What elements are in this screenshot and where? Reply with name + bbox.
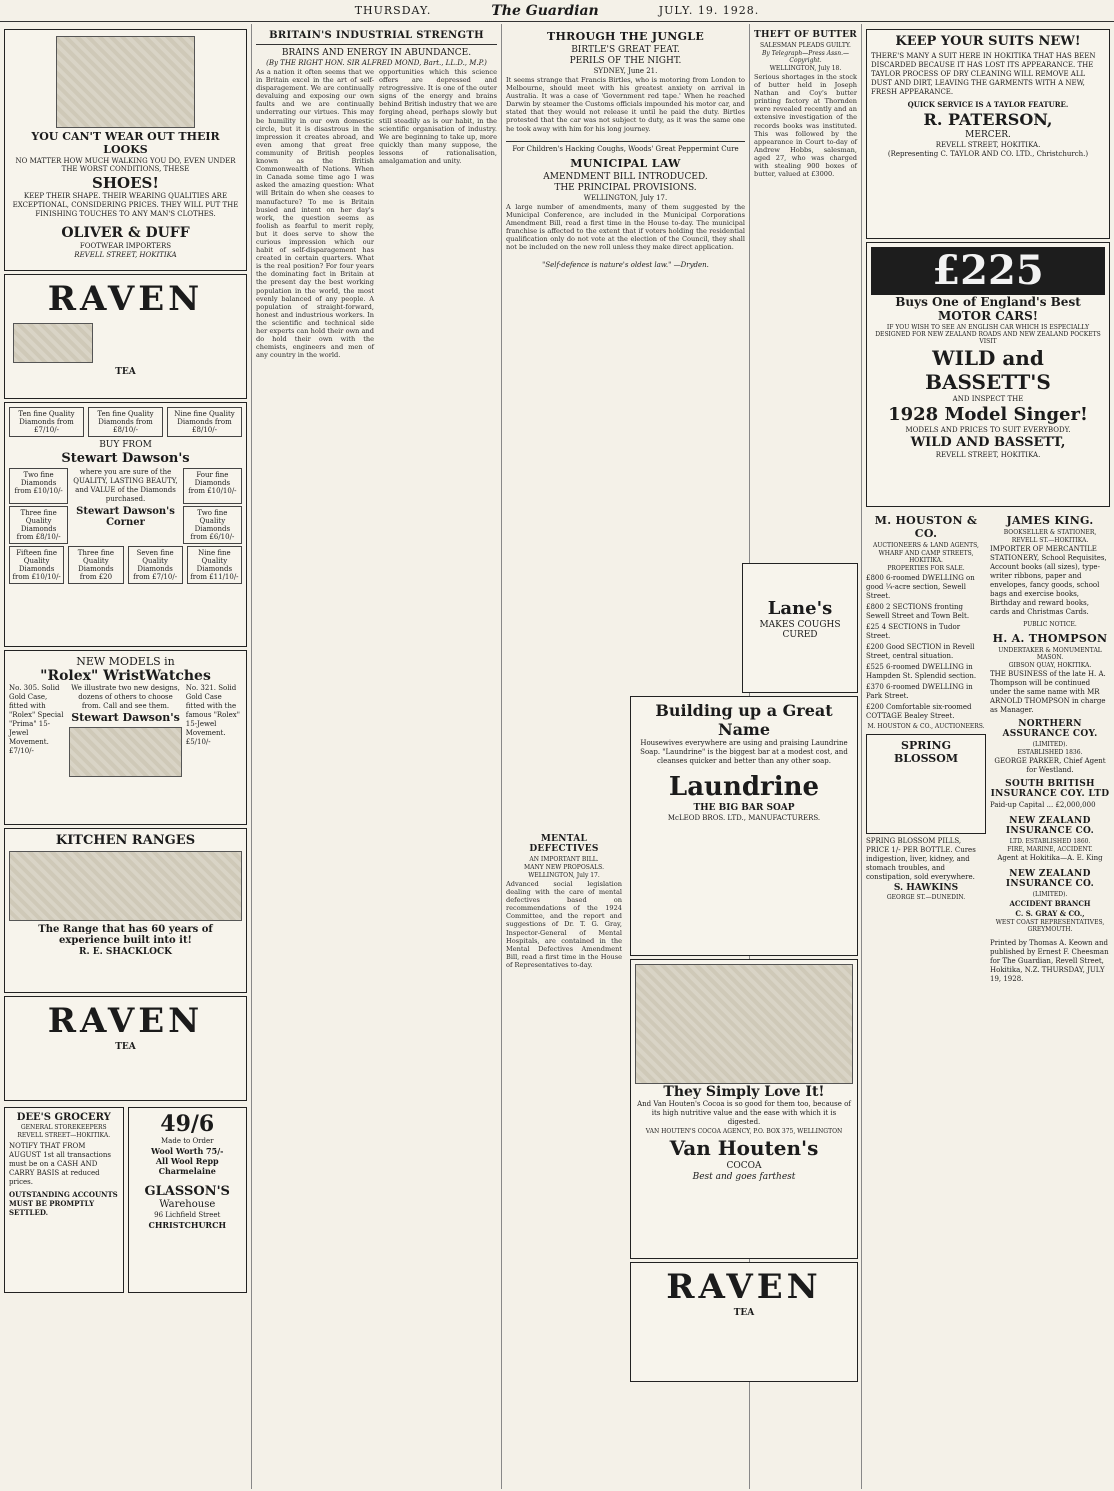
cough-notice: For Children's Hacking Coughs, Woods' Great Peppermint Cure (512, 144, 739, 153)
raven-tea-advert-2 (4, 996, 247, 1101)
nzins2-title: NEW ZEALAND INSURANCE CO. (1005, 869, 1095, 889)
masthead-date: JULY. 19. 1928. (658, 4, 760, 17)
theft-sub: SALESMAN PLEADS GUILTY. (760, 42, 851, 49)
glasson-other: All Wool Repp (155, 1156, 219, 1166)
southbritish-title: SOUTH BRITISH INSURANCE COY. LTD (990, 779, 1110, 799)
bottom-adverts (4, 1104, 247, 1294)
article-byline: (By THE RIGHT HON. SIR ALFRED MOND, Bart., LL.D., M.P.) (266, 59, 487, 67)
jungle-title: THROUGH THE JUNGLE (546, 30, 705, 43)
nzins-agent: Agent at Hokitika—A. E. King (997, 854, 1103, 862)
col5-lower (866, 510, 1110, 984)
cough-ad: "Self-defence is nature's oldest law." —Dryden. (542, 261, 709, 270)
northern-est: ESTABLISHED 1836. (1017, 749, 1083, 756)
nzins2-sub: (LIMITED). (1032, 891, 1068, 898)
rolex-shop: Stewart Dawson's (71, 711, 180, 724)
nzins2-where: WEST COAST REPRESENTATIVES, GREYMOUTH. (995, 919, 1105, 933)
ring-price: Three fine Quality Diamonds from £8/10/- (9, 506, 68, 544)
article-body: As a nation it often seems that we in Britain excel in the art of self-disparagement. We are continually devaluing and exposing our own faults and we are continually underrating our virtues. This may be humility in our own domestic circle, but it is disastrous in the impression it creates abroad, and even among that great free community of British peoples known as the British Commonwealth of Nations. When in Canada some time ago I was asked the amazing question: What will Britain do when she ceases to manufacture? To me is Britain busied and intent on her day's work, the question seems as foolish as fearful to merit reply, but it does serve to show the curious impression which our habit of self-disparagement has created in certain quarters. What is the real position? For four years the dominating fact in Britain at the present day the best working population in the world, the most evenly balanced of any people. A population of straight-forward, honest and industrious workers. In the scientific and technical side her experts can hold their own and do hold their own with the chemists, engineers and men of any country in the world. (256, 68, 374, 360)
king-sub: BOOKSELLER & STATIONER, (1003, 529, 1097, 536)
car-advert (866, 242, 1110, 507)
municipal-dateline: WELLINGTON, July 17. (583, 193, 668, 202)
theft-body: Serious shortages in the stock of butter held in Joseph Nathan and Coy's butter printing factory at Thornden were revealed recently and an extensive investigation of the records books was instituted. This was followed by the appearance in Court to-day of Andrew Hobbs, salesman, aged 27, who was charged with stealing 900 boxes of butter, valued at £3000. (754, 73, 857, 179)
northern-title: NORTHERN ASSURANCE COY. (1002, 719, 1098, 739)
ring-price: Four fine Diamonds from £10/10/- (183, 468, 242, 504)
houston-item: £800 2 SECTIONS fronting Sewell Street and Town Belt. (866, 603, 970, 620)
car-models: MODELS AND PRICES TO SUIT EVERYBODY. (905, 426, 1071, 434)
raven-brand: RAVEN (47, 1001, 204, 1041)
houston-foot: M. HOUSTON & CO., AUCTIONEERS. (867, 723, 985, 730)
southbritish-capital: Paid-up Capital ... £2,000,000 (990, 801, 1096, 809)
glasson-cloth: Wool Worth 75/- (151, 1146, 224, 1156)
watch-illustration (69, 727, 182, 777)
suits-service: QUICK SERVICE IS A TAYLOR FEATURE. (907, 100, 1069, 109)
shoe-addr: REVELL STREET, HOKITIKA (74, 251, 177, 259)
defectives-title: MENTAL DEFECTIVES (529, 834, 599, 854)
rolex-left: No. 305. Solid Gold Case, fitted with "Rolex" Special "Prima" 15-Jewel Movement. £7/10/- (9, 684, 64, 755)
rolex-right: No. 321. Solid Gold Case fitted with the famous "Rolex" 15-Jewel Movement. £5/10/- (185, 684, 240, 746)
municipal-title: MUNICIPAL LAW (570, 156, 681, 170)
vanhouten-agency: VAN HOUTEN'S COCOA AGENCY, P.O. BOX 375, WELLINGTON (645, 1128, 843, 1135)
col5-left (866, 510, 986, 984)
nzins-lines: FIRE, MARINE, ACCIDENT. (1007, 846, 1093, 853)
ring-price: Two fine Quality Diamonds from £6/10/- (183, 506, 242, 544)
dees-sub: GENERAL STOREKEEPERS (20, 1124, 107, 1131)
raven-tag: TEA (115, 367, 136, 377)
raven-tag: TEA (115, 1042, 136, 1052)
suits-title: KEEP YOUR SUITS NEW! (895, 34, 1081, 49)
houston-addr: WHARF AND CAMP STREETS, HOKITIKA. (878, 550, 974, 564)
shoe-headline: YOU CAN'T WEAR OUT THEIR LOOKS (31, 130, 220, 156)
thompson-body: THE BUSINESS of the late H. A. Thompson will be continued under the same name with MR ARNOLD THOMPSON in charge as Manager. (990, 670, 1106, 714)
thompson-addr: GIBSON QUAY, HOKITIKA. (1008, 662, 1092, 669)
middle-adverts (626, 560, 862, 1490)
shoe-desc: KEEP THEIR SHAPE. THEIR WEARING QUALITIES ARE EXCEPTIONAL, CONSIDERING PRICES. THEY WILL PUT THE FINISHING TOUCHES TO ANY MAN'S CLOTHES. (12, 192, 239, 218)
public-notice: PUBLIC NOTICE. (1023, 621, 1077, 628)
vanhouten-advert (630, 959, 858, 1259)
houston-item: £370 6-roomed DWELLING in Park Street. (866, 683, 973, 700)
ring-price: Ten fine Quality Diamonds from £8/10/- (88, 407, 163, 437)
raven-tea-advert-1 (4, 274, 247, 399)
raven-bird-icon (13, 323, 93, 363)
shoe-item: SHOES! (92, 174, 159, 192)
suits-trade: MERCER. (965, 130, 1011, 140)
theft-tel: By Telegraph—Press Assn.—Copyright. (761, 50, 850, 64)
kitchen-seller: R. E. SHACKLOCK (79, 947, 172, 957)
car-dealer: WILD and BASSETT'S (925, 346, 1051, 394)
imprint: Printed by Thomas A. Keown and published by Ernest F. Cheesman for The Guardian, Revell Street, Hokitika, N.Z. THURSDAY, JULY 19, 1928. (990, 939, 1109, 983)
theft-title: THEFT OF BUTTER (754, 30, 858, 40)
glasson-addr: 96 Lichfield Street (154, 1211, 221, 1219)
glasson-wh: Warehouse (159, 1199, 216, 1210)
car-inspect: AND INSPECT THE (952, 395, 1024, 403)
defectives-sub: AN IMPORTANT BILL. (529, 856, 599, 863)
car-model: 1928 Model Singer! (888, 404, 1088, 425)
laundrine-tag: THE BIG BAR SOAP (693, 803, 795, 813)
shoe-shop: OLIVER & DUFF (61, 225, 190, 241)
dees-title: DEE'S GROCERY (16, 1112, 111, 1123)
rolex-line: We illustrate two new designs, dozens of others to choose from. Call and see them. (71, 684, 180, 710)
municipal-sub: AMENDMENT BILL INTRODUCED. (543, 171, 708, 182)
blossom-brand: SPRING BLOSSOM (893, 739, 959, 765)
dawson-buy: BUY FROM (99, 440, 152, 450)
blossom-seller: S. HAWKINS (893, 883, 959, 893)
jungle-body: It seems strange that Francis Birtles, who is motoring from London to Melbourne, should meet with his greatest anxiety on arrival in Australia. It was a case of 'Government red tape.' When he reached Darwin by steamer the Customs officials impounded his motor car, and stated that they would not release it until he paid the duty. Birtles protested that the car was not subject to duty, as it was the same one he took away with him for his long journey. (506, 76, 745, 133)
kitchen-line: The Range that has 60 years of experience built into it! (38, 924, 213, 946)
raven-tea-advert-3 (630, 1262, 858, 1382)
ring-price: Two fine Diamonds from £10/10/- (9, 468, 68, 504)
rolex-advert (4, 650, 247, 825)
children-illustration (635, 964, 853, 1084)
ring-price: Seven fine Quality Diamonds from £7/10/- (128, 546, 183, 584)
nzins2-dept: ACCIDENT BRANCH (1009, 899, 1091, 908)
kitchen-title: KITCHEN RANGES (55, 833, 196, 848)
defectives-sub2: MANY NEW PROPOSALS. (524, 864, 604, 871)
laundrine-head: Building up a Great Name (655, 701, 833, 739)
defectives-body: Advanced social legislation dealing with the care of mental defectives based on recommendations of the 1924 Committee, and the report and suggestions of Dr. T. G. Gray, Inspector-General of Mental Hospitals, are contained in the Mental Defectives Amendment Bill, read a first time in the House of Representatives to-day. (506, 880, 622, 969)
king-addr: REVELL ST.—HOKITIKA. (1011, 537, 1089, 544)
houston-sub: AUCTIONEERS & LAND AGENTS, (873, 542, 979, 549)
glasson-advert (128, 1107, 248, 1293)
dees-out: OUTSTANDING ACCOUNTS MUST BE PROMPTLY SETTLED. (9, 1190, 118, 1217)
masthead-day: THURSDAY. (354, 4, 432, 17)
ring-price: Nine fine Quality Diamonds from £8/10/- (167, 407, 242, 437)
glasson-city: CHRISTCHURCH (148, 1220, 227, 1230)
car-price: £225 (871, 247, 1105, 295)
shoe-illustration (56, 36, 196, 128)
blossom-body: SPRING BLOSSOM PILLS, PRICE 1/- PER BOTTLE. Cures indigestion, liver, kidney, and stomach troubles, and constipation, sold everywhere. (866, 837, 976, 881)
glasson-made: Made to Order (161, 1137, 214, 1145)
suits-rep: (Representing C. TAYLOR AND CO. LTD., Christchurch.) (887, 150, 1089, 158)
vanhouten-head: They Simply Love It! (663, 1084, 825, 1100)
article-title: BRITAIN'S INDUSTRIAL STRENGTH (269, 30, 484, 41)
municipal-sub2: THE PRINCIPAL PROVISIONS. (554, 182, 697, 193)
laundrine-maker: McLEOD BROS. LTD., MANUFACTURERS. (667, 814, 821, 822)
raven-brand: RAVEN (47, 279, 204, 319)
defectives-article (502, 830, 626, 1470)
northern-sub: (LIMITED). (1032, 741, 1068, 748)
column-5 (862, 24, 1114, 1489)
laundrine-brand: Laundrine (668, 772, 820, 802)
thompson-title: H. A. THOMPSON (992, 632, 1108, 645)
ring-price: Fifteen fine Quality Diamonds from £10/10/- (9, 546, 64, 584)
dawson-diamond-advert (4, 402, 247, 647)
vanhouten-copy: And Van Houten's Cocoa is so good for them too, because of its high nutritive value and the ease with which it is digested. (637, 1100, 851, 1126)
municipal-body: A large number of amendments, many of them suggested by the Municipal Conference, are included in the Municipal Corporations Amendment Bill, read a first time in the House to-day. The municipal franchise is affected to the extent that if voters holding the residential qualification only do not vote at the election of the Council, they shall not be included on the new roll unless they make direct application. (506, 202, 745, 252)
jungle-sub2: PERILS OF THE NIGHT. (569, 56, 682, 66)
nzins-title: NEW ZEALAND INSURANCE CO. (1005, 816, 1095, 836)
suits-advert (866, 29, 1110, 239)
suits-name: R. PATERSON, (923, 110, 1053, 129)
car-addr: REVELL STREET, HOKITIKA. (935, 451, 1041, 459)
shoe-shop-sub: FOOTWEAR IMPORTERS (79, 242, 172, 250)
thompson-sub: UNDERTAKER & MONUMENTAL MASON. (998, 647, 1102, 661)
lanes-brand: Lane's (767, 598, 833, 619)
range-illustration (9, 851, 242, 921)
car-small: IF YOU WISH TO SEE AN ENGLISH CAR WHICH IS ESPECIALLY DESIGNED FOR NEW ZEALAND ROADS AND NEW ZEALAND POCKETS VISIT (875, 324, 1101, 345)
rolex-brand: "Rolex" WristWatches (40, 668, 211, 684)
jungle-dateline: SYDNEY, June 21. (593, 67, 658, 75)
laundrine-advert (630, 696, 858, 956)
car-line: Buys One of England's Best MOTOR CARS! (895, 295, 1081, 323)
glasson-name: GLASSON'S (144, 1184, 230, 1199)
houston-prop: PROPERTIES FOR SALE. (887, 565, 965, 572)
column-2 (252, 24, 502, 1489)
ring-price: Nine fine Quality Diamonds from £11/10/- (187, 546, 242, 584)
lanes-advert (742, 563, 858, 693)
dawson-corner: Stewart Dawson's Corner (76, 506, 175, 528)
glasson-price: 49/6 (160, 1111, 215, 1137)
masthead (0, 0, 1114, 22)
houston-item: £25 4 SECTIONS in Tudor Street. (866, 623, 961, 640)
vanhouten-brand: Van Houten's (669, 1136, 819, 1160)
lanes-sub: MAKES COUGHS CURED (759, 620, 841, 640)
dees-grocery-advert (4, 1107, 124, 1293)
houston-item: £800 6-roomed DWELLING on good ¼-acre section, Sewell Street. (866, 574, 975, 600)
blossom-advert (866, 734, 986, 834)
car-sig: WILD AND BASSETT, (910, 435, 1066, 450)
king-body: IMPORTER OF MERCANTILE STATIONERY, School Requisites, Account books (all sizes), type-writer ribbons, paper and envelopes, fancy goods, school bags and exercise books, Birthday and reward books, cards and Christmas Cards. (990, 545, 1107, 616)
king-title: JAMES KING. (1006, 514, 1094, 527)
defectives-dateline: WELLINGTON, July 17. (528, 872, 600, 879)
col5-right (990, 510, 1110, 984)
ring-price: Ten fine Quality Diamonds from £7/10/- (9, 407, 84, 437)
jungle-sub: BIRTLE'S GREAT FEAT. (571, 45, 680, 55)
shoe-advert (4, 29, 247, 271)
dees-notice: NOTIFY THAT FROM AUGUST 1st all transactions must be on a CASH AND CARRY BASIS at reduced prices. (9, 1142, 111, 1186)
ring-price: Three fine Quality Diamonds from £20 (68, 546, 123, 584)
suits-body: THERE'S MANY A SUIT HERE IN HOKITIKA THAT HAS BEEN DISCARDED BECAUSE IT HAS LOST ITS APPEARANCE. THE TAYLOR PROCESS OF DRY CLEANING WILL REMOVE ALL DUST AND DIRT, LEAVING THE GARMENTS WITH A NEW, FRESH APPEARANCE. (871, 52, 1096, 96)
dees-addr: REVELL STREET—HOKITIKA. (17, 1132, 111, 1139)
nzins2-agent: C. S. GRAY & CO., (1015, 909, 1085, 918)
houston-item: £525 6-roomed DWELLING in Hampden St. Splendid section. (866, 663, 977, 680)
dawson-line: where you are sure of the QUALITY, LASTING BEAUTY, and VALUE of the Diamonds purchased. (73, 468, 178, 503)
raven-tag: TEA (733, 1308, 755, 1318)
raven-brand: RAVEN (666, 1267, 822, 1307)
masthead-title: The Guardian (491, 2, 599, 19)
article-sub: BRAINS AND ENERGY IN ABUNDANCE. (281, 48, 472, 58)
dawson-name: Stewart Dawson's (61, 451, 190, 466)
houston-item: £200 Good SECTION in Revell Street, central situation. (866, 643, 975, 660)
suits-addr: REVELL STREET, HOKITIKA. (935, 141, 1041, 149)
rolex-title: NEW MODELS in (76, 655, 175, 668)
houston-title: M. HOUSTON & CO. (874, 514, 978, 540)
vanhouten-slogan: Best and goes farthest (692, 1172, 796, 1182)
blossom-addr: GEORGE ST.—DUNEDIN. (886, 894, 966, 901)
laundrine-copy: Housewives everywhere are using and praising Laundrine Soap. "Laundrine" is the biggest bar at a modest cost, and cleanses quicker and better than any other soap. (640, 739, 848, 765)
theft-dateline: WELLINGTON, July 18. (769, 65, 842, 72)
column-1 (0, 24, 252, 1489)
nzins-sub: LTD. ESTABLISHED 1860. (1009, 838, 1091, 845)
houston-item: £200 Comfortable six-roomed COTTAGE Bealey Street. (866, 703, 972, 720)
shoe-sub: NO MATTER HOW MUCH WALKING YOU DO, EVEN UNDER THE WORST CONDITIONS, THESE (15, 157, 236, 173)
kitchen-range-advert (4, 828, 247, 993)
glasson-char: Charmelaine (158, 1166, 216, 1176)
article-body-cont: opportunities which this science offers are depressed and retrogressive. It is one of the outer signs of the energy and brains behind British industry that we are forging ahead, perhaps slowly but still steadily as is our habit, in the scientific organisation of industry. We are beginning to take up, more quickly than many suppose, the lessons of rationalisation, amalgamation and unity. (379, 68, 497, 166)
vanhouten-tag: COCOA (726, 1161, 762, 1171)
northern-agent: GEORGE PARKER, Chief Agent for Westland. (994, 757, 1106, 774)
